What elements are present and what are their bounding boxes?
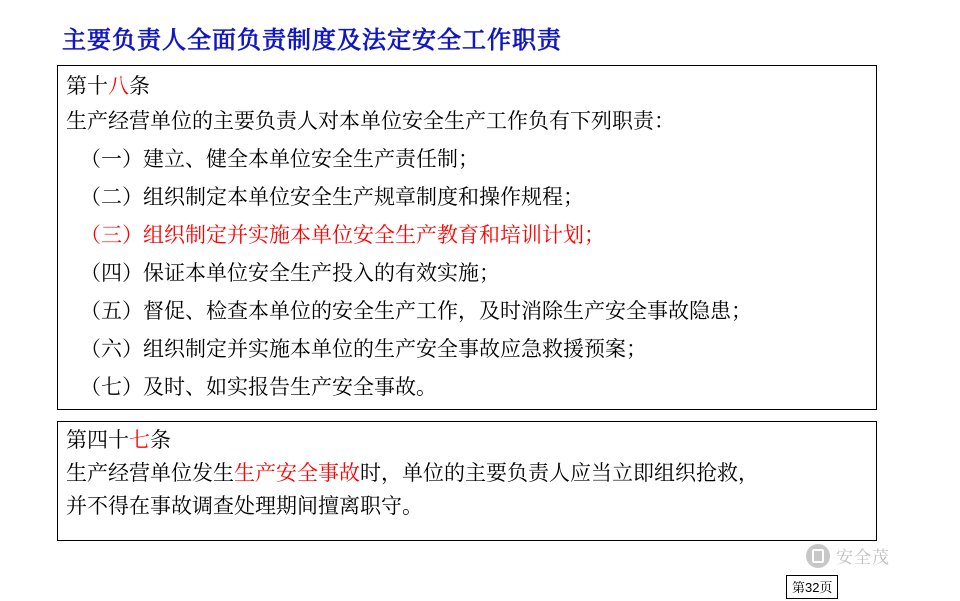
page-number: 第32页 — [786, 575, 838, 599]
article-47-body-line-1 — [58, 463, 876, 484]
article-18-item-1: （一）建立、健全本单位安全生产责任制； — [80, 148, 479, 171]
article-18-item-2: （二）组织制定本单位安全生产规章制度和操作规程； — [80, 186, 584, 209]
watermark-label: 安全茂 — [836, 548, 890, 567]
article-18-box — [57, 65, 877, 410]
article-18-item-5: （五）督促、检查本单位的安全生产工作，及时消除生产安全事故隐患； — [80, 300, 752, 323]
article-47-heading-prefix: 第四十 — [66, 429, 129, 452]
article-18-item-4: （四）保证本单位安全生产投入的有效实施； — [80, 262, 500, 285]
article-18-heading-prefix: 第十 — [66, 75, 108, 98]
article-47-body-highlight: 生产安全事故 — [234, 462, 360, 485]
article-47-box — [57, 421, 877, 541]
article-47-body-part1: 生产经营单位发生 — [66, 462, 234, 485]
article-18-item-7: （七）及时、如实报告生产安全事故。 — [80, 376, 437, 399]
article-47-heading-highlight: 七 — [129, 429, 150, 452]
article-47-body-line-2: 并不得在事故调查处理期间擅离职守。 — [66, 495, 423, 518]
circle-logo-icon — [806, 544, 830, 568]
article-47-body-part2: 时，单位的主要负责人应当立即组织抢救， — [360, 462, 759, 485]
article-47-heading — [58, 430, 876, 451]
page-title: 主要负责人全面负责制度及法定安全工作职责 — [62, 27, 562, 54]
article-18-heading-suffix: 条 — [129, 75, 150, 98]
article-47-heading-suffix: 条 — [150, 429, 171, 452]
article-18-heading — [58, 76, 876, 97]
article-18-heading-highlight: 八 — [108, 75, 129, 98]
article-18-item-3: （三）组织制定并实施本单位安全生产教育和培训计划； — [80, 224, 605, 247]
article-18-item-6: （六）组织制定并实施本单位的生产安全事故应急救援预案； — [80, 338, 647, 361]
watermark — [806, 543, 890, 568]
article-18-intro: 生产经营单位的主要负责人对本单位安全生产工作负有下列职责： — [66, 110, 675, 133]
